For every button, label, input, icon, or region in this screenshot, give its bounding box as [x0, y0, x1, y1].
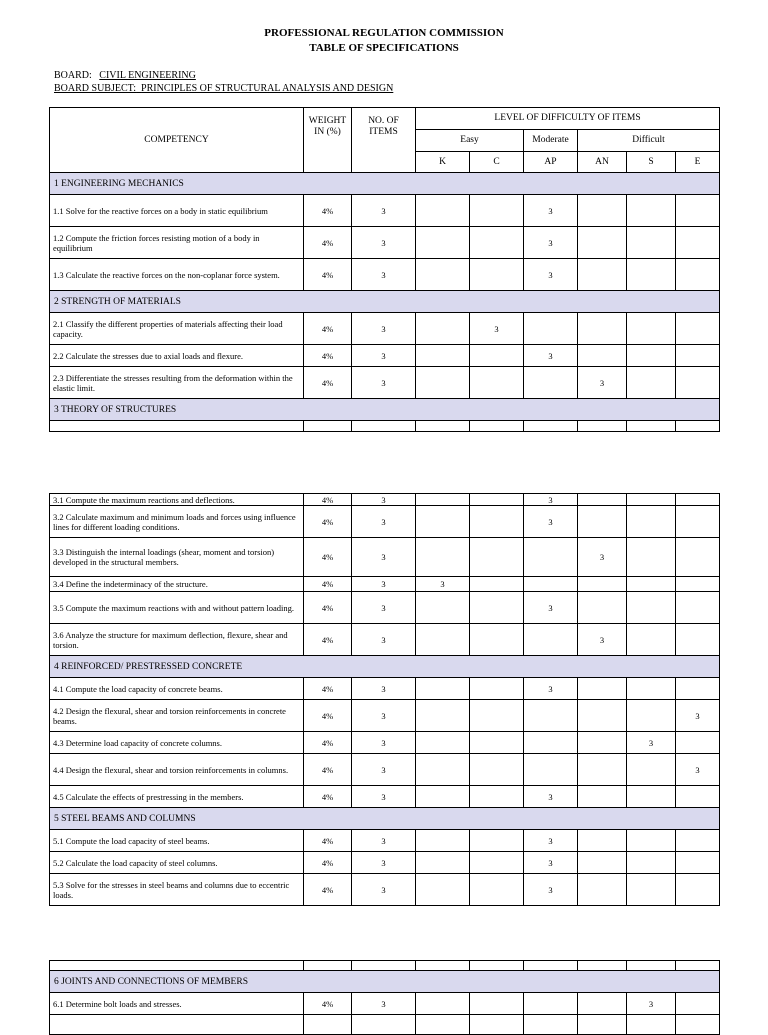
section-header: 3 THEORY OF STRUCTURES [50, 399, 720, 421]
competency-cell: 3.2 Calculate maximum and minimum loads and forces using influence lines for different loading conditions. [50, 506, 304, 538]
s-cell [627, 494, 676, 506]
k-cell [416, 259, 470, 291]
ap-cell [524, 577, 578, 592]
table-row [50, 367, 720, 399]
items-cell: 3 [352, 852, 416, 874]
k-cell [416, 993, 470, 1015]
items-cell: 3 [352, 700, 416, 732]
c-cell [470, 786, 524, 808]
table-row [50, 259, 720, 291]
e-cell: 3 [676, 700, 720, 732]
competency-cell: 4.3 Determine load capacity of concrete columns. [50, 732, 304, 754]
e-cell [676, 678, 720, 700]
ap-cell [524, 538, 578, 577]
table-row [50, 786, 720, 808]
items-cell: 3 [352, 506, 416, 538]
an-cell [578, 259, 627, 291]
weight-cell: 4% [304, 313, 352, 345]
items-cell: 3 [352, 830, 416, 852]
board-line [54, 70, 196, 81]
ap-cell: 3 [524, 830, 578, 852]
c-cell [470, 852, 524, 874]
an-cell [578, 227, 627, 259]
e-cell [676, 195, 720, 227]
an-cell: 3 [578, 538, 627, 577]
weight-cell: 4% [304, 732, 352, 754]
header-items: NO. OF ITEMS [352, 108, 416, 173]
items-cell: 3 [352, 227, 416, 259]
ap-cell: 3 [524, 592, 578, 624]
weight-cell: 4% [304, 538, 352, 577]
c-cell [470, 830, 524, 852]
c-cell [470, 678, 524, 700]
section-header: 5 STEEL BEAMS AND COLUMNS [50, 808, 720, 830]
competency-cell: 2.2 Calculate the stresses due to axial loads and flexure. [50, 345, 304, 367]
weight-cell: 4% [304, 830, 352, 852]
e-cell: 3 [676, 754, 720, 786]
specifications-table-part1 [49, 107, 720, 432]
s-cell [627, 592, 676, 624]
table-row [50, 732, 720, 754]
table-row [50, 754, 720, 786]
items-cell: 3 [352, 874, 416, 906]
e-cell [676, 494, 720, 506]
items-cell: 3 [352, 732, 416, 754]
section-header: 2 STRENGTH OF MATERIALS [50, 291, 720, 313]
k-cell [416, 195, 470, 227]
header-weight: WEIGHT IN (%) [304, 108, 352, 173]
e-cell [676, 506, 720, 538]
header-ap: AP [524, 152, 578, 173]
an-cell [578, 754, 627, 786]
s-cell [627, 506, 676, 538]
k-cell: 3 [416, 577, 470, 592]
weight-cell: 4% [304, 494, 352, 506]
weight-cell: 4% [304, 852, 352, 874]
ap-cell [524, 700, 578, 732]
weight-cell: 4% [304, 624, 352, 656]
section-header: 6 JOINTS AND CONNECTIONS OF MEMBERS [50, 971, 720, 993]
ap-cell [524, 367, 578, 399]
c-cell [470, 345, 524, 367]
competency-cell: 4.1 Compute the load capacity of concrete beams. [50, 678, 304, 700]
s-cell [627, 367, 676, 399]
competency-cell: 4.4 Design the flexural, shear and torsion reinforcements in columns. [50, 754, 304, 786]
competency-cell: 1.3 Calculate the reactive forces on the non-coplanar force system. [50, 259, 304, 291]
items-cell: 3 [352, 259, 416, 291]
ap-cell: 3 [524, 786, 578, 808]
subject-value: PRINCIPLES OF STRUCTURAL ANALYSIS AND DESIGN [141, 83, 394, 94]
c-cell [470, 592, 524, 624]
competency-cell: 1.1 Solve for the reactive forces on a body in static equilibrium [50, 195, 304, 227]
s-cell [627, 577, 676, 592]
c-cell [470, 506, 524, 538]
items-cell: 3 [352, 195, 416, 227]
table-row [50, 494, 720, 506]
e-cell [676, 345, 720, 367]
doc-title-line1: PROFESSIONAL REGULATION COMMISSION [264, 27, 504, 39]
s-cell [627, 624, 676, 656]
an-cell [578, 830, 627, 852]
s-cell [627, 830, 676, 852]
weight-cell: 4% [304, 993, 352, 1015]
competency-cell: 2.3 Differentiate the stresses resulting from the deformation within the elastic limit. [50, 367, 304, 399]
competency-cell: 5.1 Compute the load capacity of steel beams. [50, 830, 304, 852]
c-cell [470, 195, 524, 227]
ap-cell [524, 313, 578, 345]
e-cell [676, 227, 720, 259]
items-cell: 3 [352, 345, 416, 367]
k-cell [416, 227, 470, 259]
competency-cell: 3.1 Compute the maximum reactions and deflections. [50, 494, 304, 506]
weight-cell: 4% [304, 506, 352, 538]
s-cell [627, 754, 676, 786]
weight-cell: 4% [304, 874, 352, 906]
k-cell [416, 732, 470, 754]
table-row [50, 506, 720, 538]
table-row [50, 227, 720, 259]
items-cell: 3 [352, 313, 416, 345]
c-cell [470, 754, 524, 786]
an-cell [578, 494, 627, 506]
table-row [50, 700, 720, 732]
items-cell: 3 [352, 678, 416, 700]
items-cell: 3 [352, 754, 416, 786]
competency-cell: 1.2 Compute the friction forces resisting motion of a body in equilibrium [50, 227, 304, 259]
items-cell: 3 [352, 786, 416, 808]
an-cell [578, 852, 627, 874]
table-row [50, 624, 720, 656]
s-cell [627, 345, 676, 367]
ap-cell: 3 [524, 345, 578, 367]
k-cell [416, 700, 470, 732]
header-s: S [627, 152, 676, 173]
table-row [50, 874, 720, 906]
section-header: 4 REINFORCED/ PRESTRESSED CONCRETE [50, 656, 720, 678]
e-cell [676, 732, 720, 754]
competency-cell: 3.5 Compute the maximum reactions with and without pattern loading. [50, 592, 304, 624]
header-an: AN [578, 152, 627, 173]
s-cell [627, 313, 676, 345]
ap-cell [524, 732, 578, 754]
competency-cell: 4.5 Calculate the effects of prestressing in the members. [50, 786, 304, 808]
subject-label: BOARD SUBJECT: [54, 83, 137, 94]
table-row [50, 852, 720, 874]
competency-cell: 2.1 Classify the different properties of materials affecting their load capacity. [50, 313, 304, 345]
an-cell [578, 195, 627, 227]
an-cell [578, 577, 627, 592]
e-cell [676, 993, 720, 1015]
e-cell [676, 538, 720, 577]
items-cell: 3 [352, 538, 416, 577]
c-cell [470, 538, 524, 577]
ap-cell: 3 [524, 678, 578, 700]
weight-cell: 4% [304, 577, 352, 592]
k-cell [416, 538, 470, 577]
e-cell [676, 874, 720, 906]
c-cell [470, 577, 524, 592]
an-cell: 3 [578, 367, 627, 399]
table-row [50, 195, 720, 227]
k-cell [416, 624, 470, 656]
e-cell [676, 592, 720, 624]
competency-cell: 3.3 Distinguish the internal loadings (shear, moment and torsion) developed in the structural members. [50, 538, 304, 577]
table-row [50, 577, 720, 592]
s-cell: 3 [627, 993, 676, 1015]
ap-cell: 3 [524, 227, 578, 259]
ap-cell: 3 [524, 874, 578, 906]
weight-cell: 4% [304, 754, 352, 786]
competency-cell: 6.1 Determine bolt loads and stresses. [50, 993, 304, 1015]
competency-cell: 3.4 Define the indeterminacy of the structure. [50, 577, 304, 592]
items-cell: 3 [352, 624, 416, 656]
k-cell [416, 345, 470, 367]
ap-cell [524, 624, 578, 656]
an-cell [578, 506, 627, 538]
s-cell [627, 678, 676, 700]
header-k: K [416, 152, 470, 173]
k-cell [416, 367, 470, 399]
k-cell [416, 830, 470, 852]
subject-line [54, 83, 393, 94]
s-cell: 3 [627, 732, 676, 754]
ap-cell: 3 [524, 506, 578, 538]
weight-cell: 4% [304, 592, 352, 624]
header-e: E [676, 152, 720, 173]
competency-cell: 4.2 Design the flexural, shear and torsion reinforcements in concrete beams. [50, 700, 304, 732]
e-cell [676, 852, 720, 874]
items-cell: 3 [352, 993, 416, 1015]
header-moderate: Moderate [524, 130, 578, 152]
weight-cell: 4% [304, 227, 352, 259]
header-c: C [470, 152, 524, 173]
an-cell: 3 [578, 624, 627, 656]
s-cell [627, 852, 676, 874]
weight-cell: 4% [304, 678, 352, 700]
c-cell [470, 624, 524, 656]
c-cell [470, 367, 524, 399]
s-cell [627, 259, 676, 291]
table-row [50, 993, 720, 1015]
an-cell [578, 345, 627, 367]
k-cell [416, 506, 470, 538]
an-cell [578, 678, 627, 700]
table-row [50, 538, 720, 577]
an-cell [578, 874, 627, 906]
table-row [50, 345, 720, 367]
weight-cell: 4% [304, 700, 352, 732]
ap-cell: 3 [524, 195, 578, 227]
s-cell [627, 195, 676, 227]
header-difficult: Difficult [578, 130, 720, 152]
board-label: BOARD: [54, 70, 92, 81]
competency-cell: 5.3 Solve for the stresses in steel beams and columns due to eccentric loads. [50, 874, 304, 906]
e-cell [676, 624, 720, 656]
ap-cell [524, 993, 578, 1015]
items-cell: 3 [352, 494, 416, 506]
c-cell: 3 [470, 313, 524, 345]
weight-cell: 4% [304, 195, 352, 227]
items-cell: 3 [352, 577, 416, 592]
items-cell: 3 [352, 592, 416, 624]
competency-cell: 5.2 Calculate the load capacity of steel columns. [50, 852, 304, 874]
e-cell [676, 577, 720, 592]
ap-cell [524, 754, 578, 786]
weight-cell: 4% [304, 367, 352, 399]
e-cell [676, 259, 720, 291]
k-cell [416, 678, 470, 700]
k-cell [416, 313, 470, 345]
k-cell [416, 494, 470, 506]
k-cell [416, 852, 470, 874]
an-cell [578, 592, 627, 624]
items-cell: 3 [352, 367, 416, 399]
an-cell [578, 786, 627, 808]
e-cell [676, 367, 720, 399]
table-row [50, 592, 720, 624]
k-cell [416, 874, 470, 906]
header-easy: Easy [416, 130, 524, 152]
ap-cell: 3 [524, 259, 578, 291]
table-row [50, 830, 720, 852]
c-cell [470, 494, 524, 506]
k-cell [416, 592, 470, 624]
k-cell [416, 754, 470, 786]
c-cell [470, 732, 524, 754]
s-cell [627, 227, 676, 259]
c-cell [470, 993, 524, 1015]
ap-cell: 3 [524, 852, 578, 874]
e-cell [676, 313, 720, 345]
weight-cell: 4% [304, 259, 352, 291]
s-cell [627, 700, 676, 732]
board-value: CIVIL ENGINEERING [99, 70, 196, 81]
weight-cell: 4% [304, 345, 352, 367]
header-competency: COMPETENCY [50, 108, 304, 173]
section-header: 1 ENGINEERING MECHANICS [50, 173, 720, 195]
s-cell [627, 786, 676, 808]
weight-cell: 4% [304, 786, 352, 808]
competency-cell: 3.6 Analyze the structure for maximum deflection, flexure, shear and torsion. [50, 624, 304, 656]
e-cell [676, 830, 720, 852]
c-cell [470, 700, 524, 732]
an-cell [578, 313, 627, 345]
k-cell [416, 786, 470, 808]
ap-cell: 3 [524, 494, 578, 506]
e-cell [676, 786, 720, 808]
an-cell [578, 993, 627, 1015]
specifications-table-part2 [49, 493, 720, 906]
c-cell [470, 227, 524, 259]
doc-title-line2: TABLE OF SPECIFICATIONS [309, 42, 459, 54]
s-cell [627, 874, 676, 906]
header-level: LEVEL OF DIFFICULTY OF ITEMS [416, 108, 720, 130]
an-cell [578, 700, 627, 732]
c-cell [470, 259, 524, 291]
s-cell [627, 538, 676, 577]
c-cell [470, 874, 524, 906]
an-cell [578, 732, 627, 754]
table-row [50, 313, 720, 345]
table-row [50, 678, 720, 700]
